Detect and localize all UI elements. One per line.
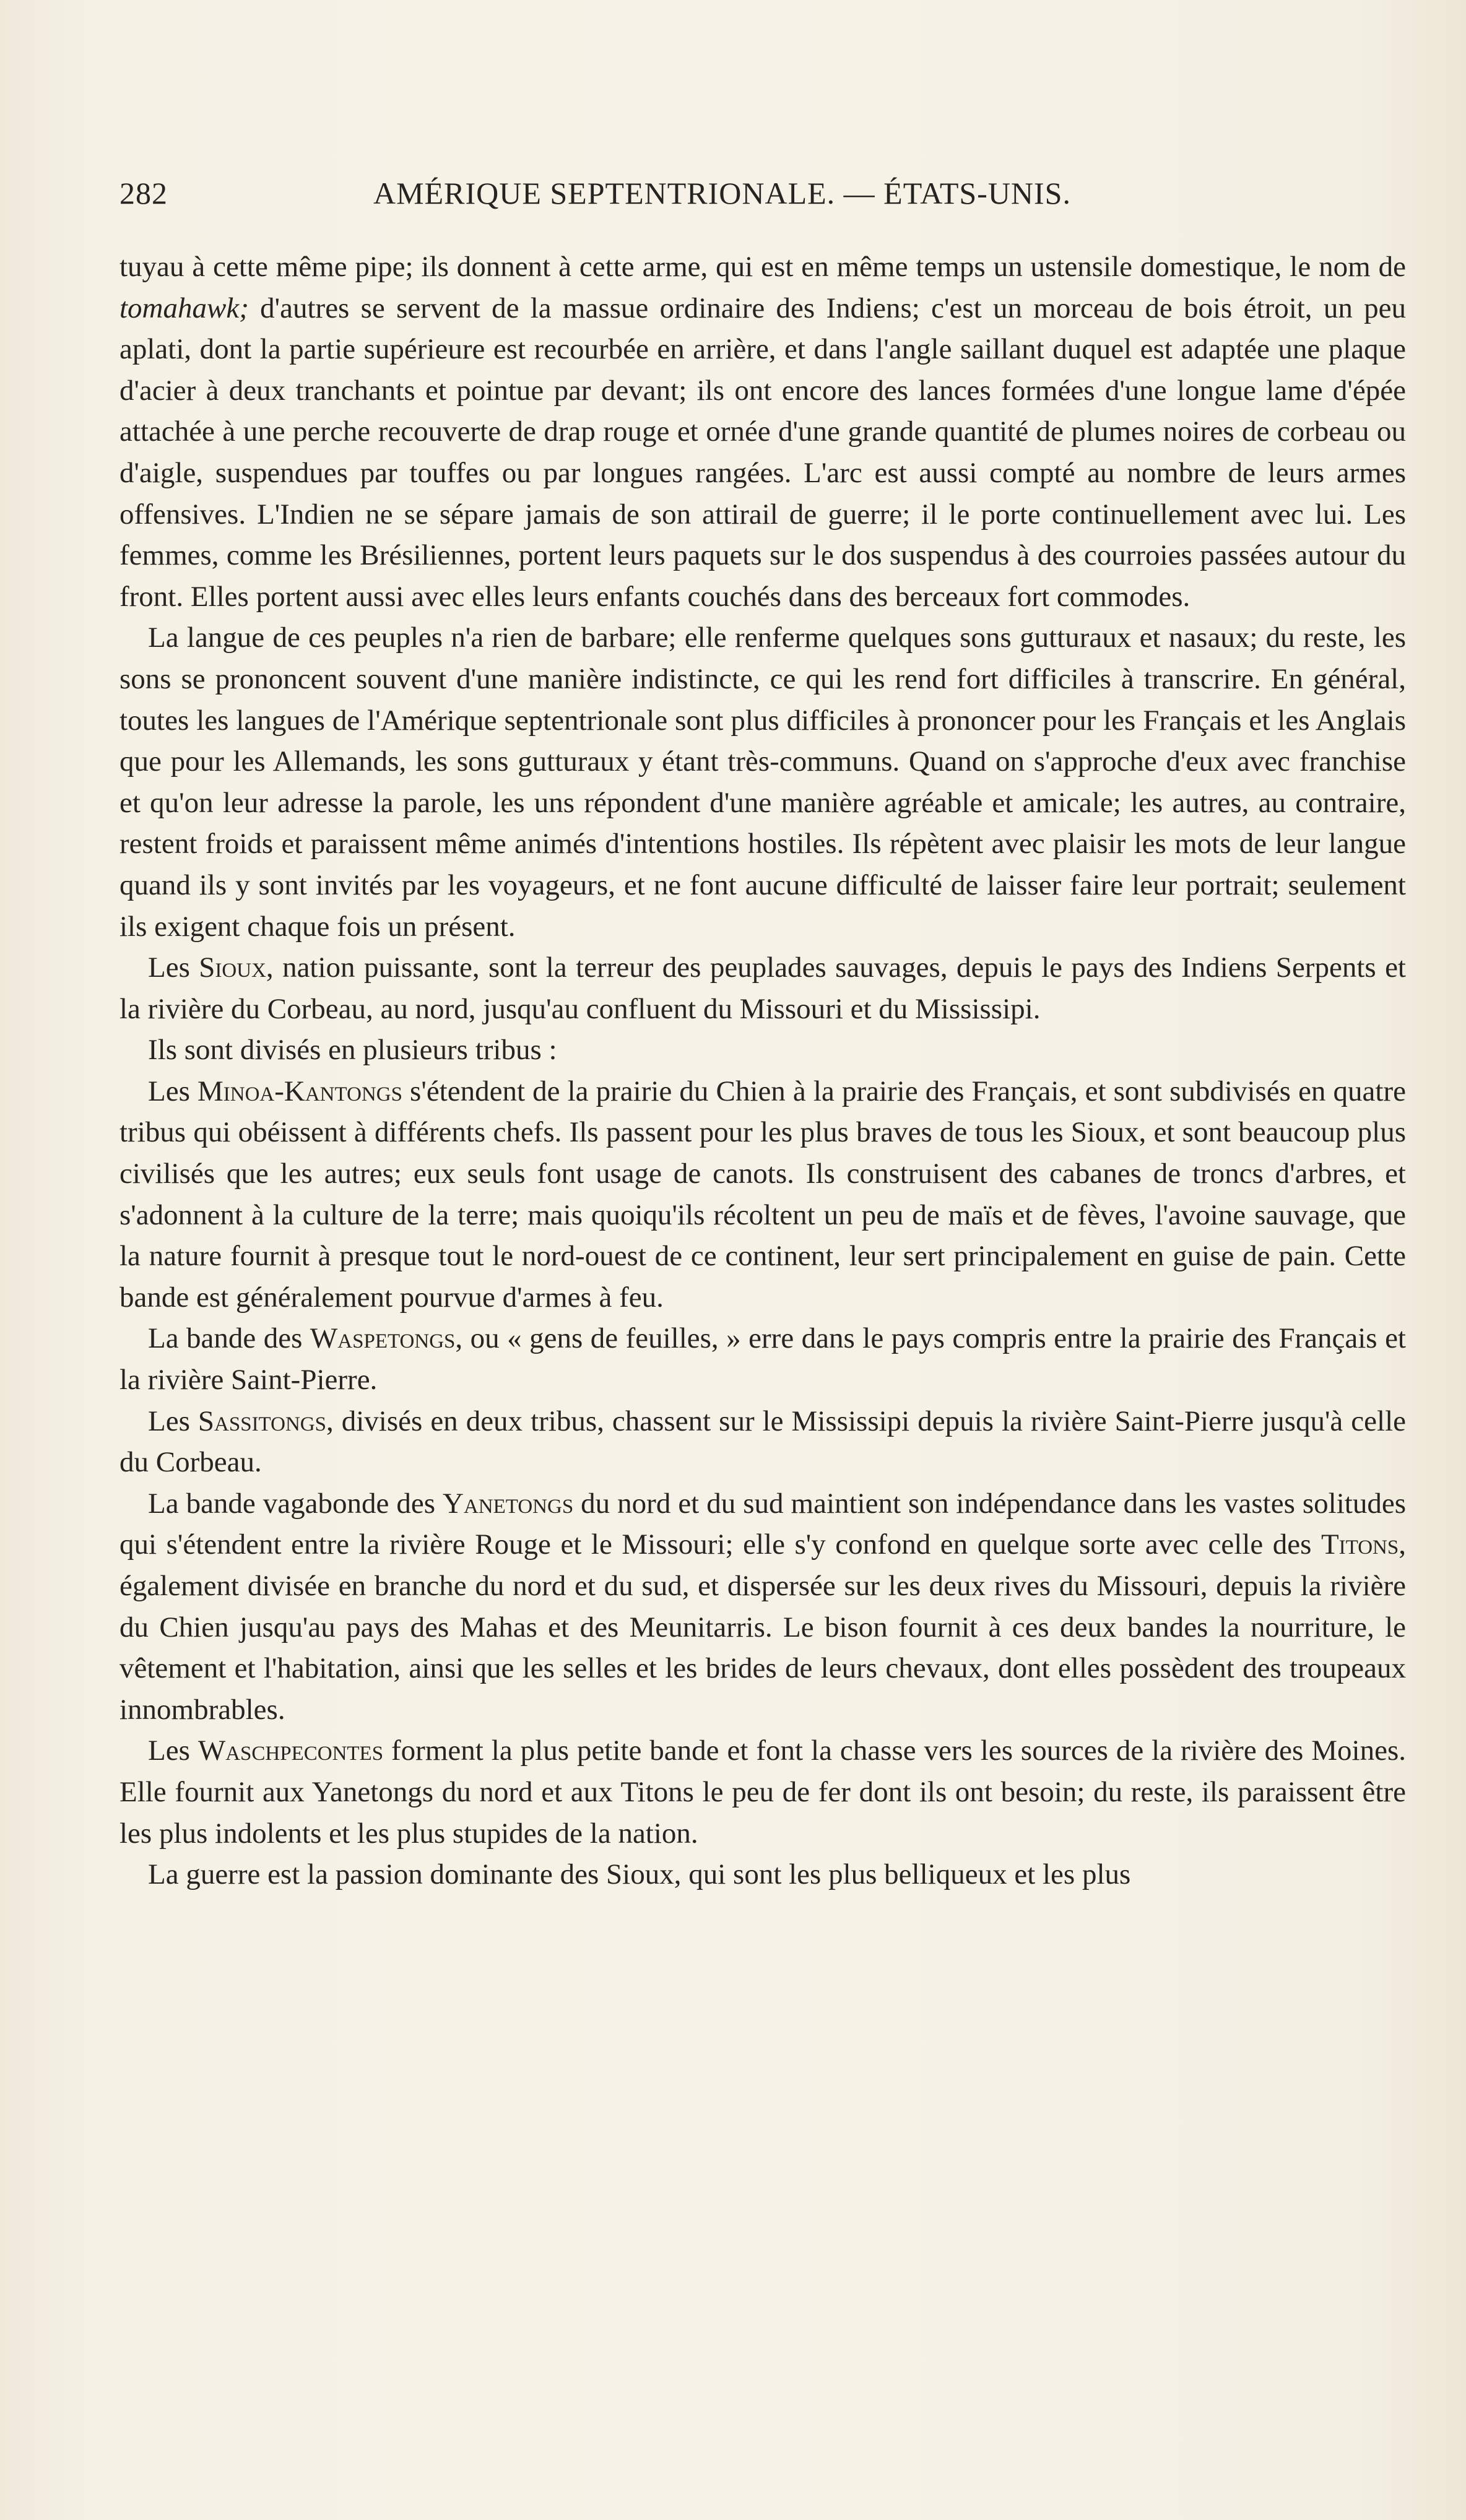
text-run: La bande vagabonde des [148, 1487, 443, 1520]
paragraph-tribes-intro: Ils sont divisés en plusieurs tribus : [148, 1034, 557, 1067]
running-title: AMÉRIQUE SEPTENTRIONALE. — ÉTATS-UNIS. [373, 176, 1071, 210]
text-run: Les [148, 1405, 198, 1437]
tribe-name: Sassitongs [197, 1405, 326, 1437]
text-run: Les [148, 951, 199, 984]
paragraph-minoa-kantongs [119, 1071, 1406, 1318]
text-run: , également divisée en branche du nord et du sud, et dispersée sur les deux rives du Missouri, depuis la rivière du Chien jusqu'au pays des Mahas et des Meunitarris. Le bison fournit à ces deux bandes la nourriture, le vêtement et l'habitation, ainsi que les selles et les brides de leurs chevaux, dont elles possèdent des troupeaux innombrables. [119, 1528, 1406, 1726]
tribe-name: Minoa-Kantongs [197, 1075, 402, 1107]
text-run: , divisés en deux tribus, chassent sur le Mississipi depuis la rivière Saint-Pierre jusqu'à celle du Corbeau. [119, 1405, 1406, 1479]
tribe-name: Titons [1321, 1528, 1399, 1561]
text-run: tuyau à cette même pipe; ils donnent à cette arme, qui est en même temps un ustensile domestique, le nom de [119, 251, 1406, 283]
paragraph-war: La guerre est la passion dominante des Sioux, qui sont les plus belliqueux et les plus [148, 1858, 1131, 1891]
paragraph-yanetongs [119, 1483, 1406, 1731]
text-run: d'autres se servent de la massue ordinaire des Indiens; c'est un morceau de bois étroit, un peu aplati, dont la partie supérieure est recourbée en arrière, et dans l'angle saillant duquel est adaptée une plaque d'acier à deux tranchants et pointue par devant; ils ont encore des lances formées d'une longue lame d'épée attachée à une perche recouverte de drap rouge et ornée d'une grande quantité de plumes noires de corbeau ou d'aigle, suspendues par touffes ou par longues rangées. L'arc est aussi compté au nombre de leurs armes offensives. L'Indien ne se sépare jamais de son attirail de guerre; il le porte continuellement avec lui. Les femmes, comme les Brésiliennes, portent leurs paquets sur le dos suspendus à des courroies passées autour du front. Elles portent aussi avec elles leurs enfants couchés dans des berceaux fort commodes. [119, 292, 1406, 613]
text-run: La bande des [148, 1322, 310, 1355]
text-run: forment la plus petite bande et font la chasse vers les sources de la rivière des Moines. Elle fournit aux Yanetongs du nord et aux Titons le peu de fer dont ils ont besoin; du reste, ils paraissent être les plus indolents et les plus stupides de la nation. [119, 1734, 1406, 1850]
text-run: Les [148, 1734, 198, 1767]
paragraph-sassitongs [119, 1401, 1406, 1483]
paragraph-waspetongs [119, 1318, 1406, 1400]
page-number: 282 [119, 176, 168, 210]
text-run: , ou « gens de feuilles, » erre dans le pays compris entre la prairie des Français et la rivière Saint-Pierre. [119, 1322, 1406, 1396]
text-run: du nord et du sud maintient son indépendance dans les vastes solitudes qui s'étendent entre la rivière Rouge et le Missouri; elle s'y confond en quelque sorte avec celle des [119, 1487, 1406, 1561]
paragraph-sioux [119, 947, 1406, 1029]
tribe-name: Waspetongs [310, 1322, 456, 1355]
page-header [119, 175, 1147, 219]
paragraph-waschpecontes [119, 1730, 1406, 1854]
paragraph-language: La langue de ces peuples n'a rien de barbare; elle renferme quelques sons gutturaux et nasaux; du reste, les sons se prononcent souvent d'une manière indistincte, ce qui les rend fort difficiles à transcrire. En général, toutes les langues de l'Amérique septentrionale sont plus difficiles à prononcer pour les Français et les Anglais que pour les Allemands, les sons gutturaux y étant très-communs. Quand on s'approche d'eux avec franchise et qu'on leur adresse la parole, les uns répondent d'une manière agréable et amicale; les autres, au contraire, restent froids et paraissent même animés d'intentions hostiles. Ils répètent avec plaisir les mots de leur langue quand ils y sont invités par les voyageurs, et ne font aucune difficulté de laisser faire leur portrait; seulement ils exigent chaque fois un présent. [119, 621, 1406, 943]
paragraph-weapons [119, 246, 1406, 617]
tribe-name: Sioux [199, 951, 266, 984]
tribe-name: Yanetongs [443, 1487, 574, 1520]
text-run: s'étendent de la prairie du Chien à la prairie des Français, et sont subdivisés en quatre tribus qui obéissent à différents chefs. Ils passent pour les plus braves de tous les Sioux, et sont beaucoup plus civilisés que les autres; eux seuls font usage de canots. Ils construisent des cabanes de troncs d'arbres, et s'adonnent à la culture de la terre; mais quoiqu'ils récoltent un peu de maïs et de fèves, l'avoine sauvage, que la nature fournit à presque tout le nord-ouest de ce continent, leur sert principalement en guise de pain. Cette bande est généralement pourvue d'armes à feu. [119, 1075, 1406, 1314]
text-run: Les [148, 1075, 197, 1107]
text-run: , nation puissante, sont la terreur des peuplades sauvages, depuis le pays des Indiens Serpents et la rivière du Corbeau, au nord, jusqu'au confluent du Missouri et du Mississipi. [119, 951, 1406, 1025]
body-text [119, 246, 1406, 1895]
italic-term: tomahawk; [119, 292, 249, 324]
tribe-name: Waschpecontes [197, 1734, 384, 1767]
